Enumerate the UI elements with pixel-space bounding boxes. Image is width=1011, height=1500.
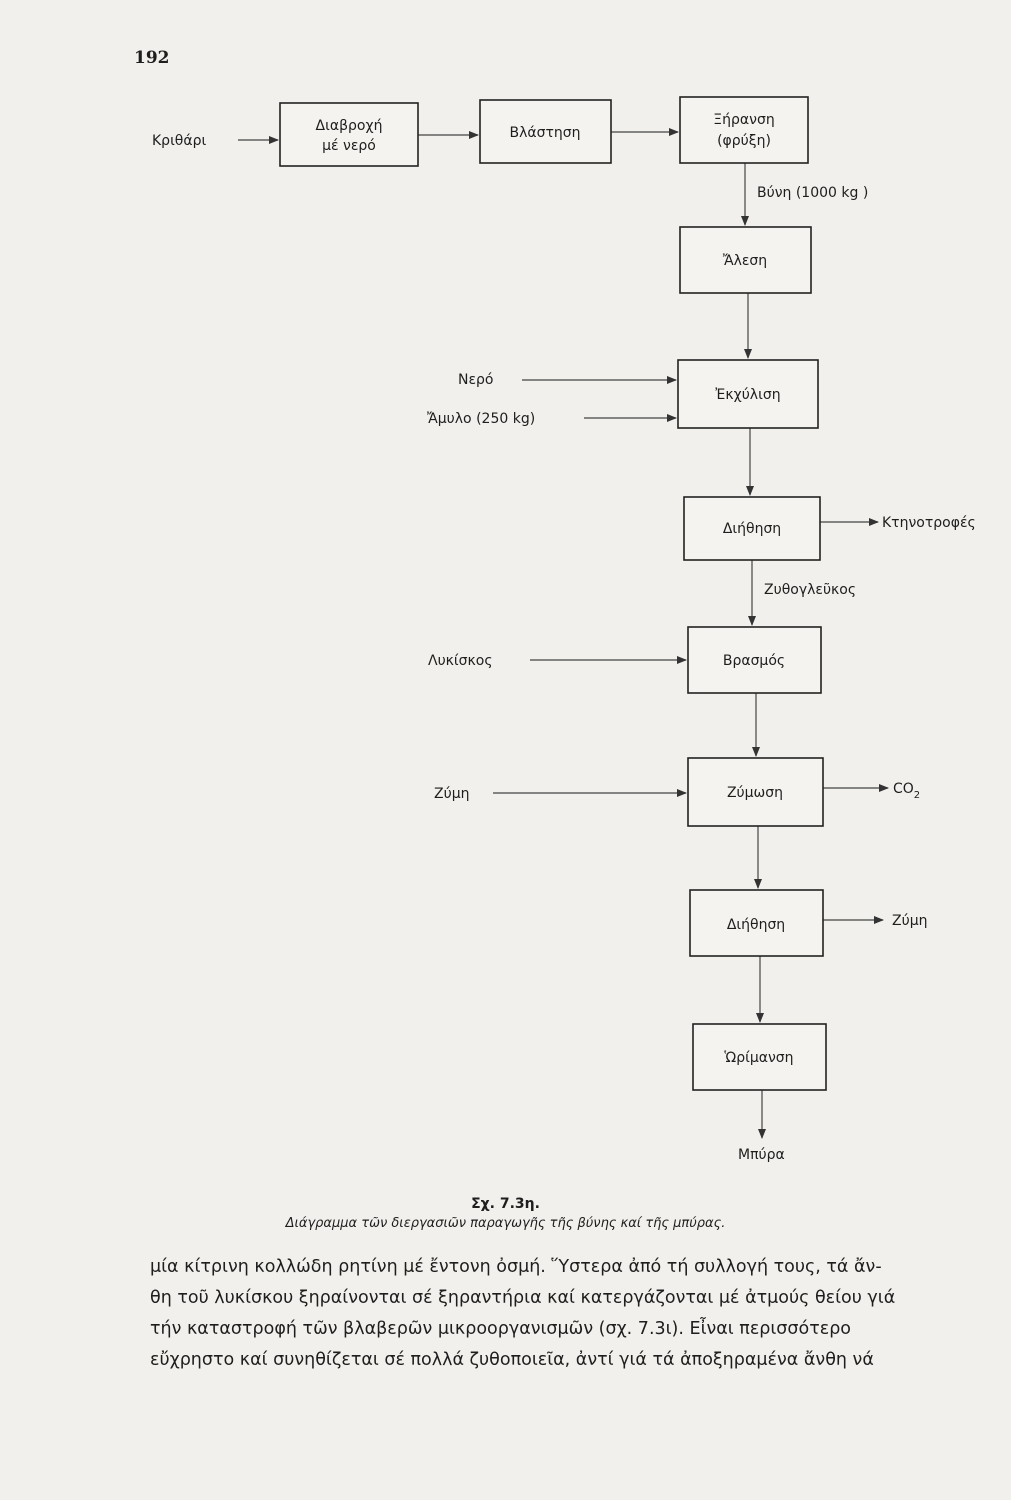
label-barley: Κριθάρι — [152, 133, 207, 149]
box-fermentation — [688, 758, 823, 826]
box-filtration-1-label: Διήθηση — [722, 521, 782, 537]
figure-caption-text: Διάγραμμα τῶν διεργασιῶν παραγωγῆς τῆς βύνης καί τῆς μπύρας. — [285, 1216, 726, 1231]
box-boiling-label: Βρασμός — [722, 653, 786, 669]
box-drying-line1: Ξήρανση — [713, 112, 775, 128]
label-yeast-out: Ζύμη — [892, 913, 928, 929]
label-water: Νερό — [458, 372, 494, 388]
label-hops: Λυκίσκος — [428, 653, 493, 669]
box-boiling — [688, 627, 821, 693]
body-line-4: εὔχρηστο καί συνηθίζεται σέ πολλά ζυθοποιεῖα, ἀντί γιά τά ἀποξηραμένα ἄνθη νά — [150, 1350, 874, 1370]
box-germination-label: Βλάστηση — [509, 125, 581, 141]
label-co2-sub: 2 — [913, 790, 921, 801]
body-paragraph — [150, 1252, 980, 1376]
box-maturation-label: Ὡρίμανση — [724, 1050, 794, 1066]
body-line-2: θη τοῦ λυκίσκου ξηραίνονται σέ ξηραντήρια καί κατεργάζονται μέ ἀτμούς θείου γιά — [150, 1288, 896, 1308]
box-drying-line2: (φρύξη) — [717, 133, 771, 149]
box-drying — [680, 97, 808, 163]
box-soaking-line2: μέ νερό — [322, 138, 376, 154]
label-starch: Ἄμυλο (250 kg) — [427, 411, 536, 427]
label-co2 — [893, 781, 920, 801]
box-maturation — [693, 1024, 826, 1090]
label-animal-feed: Κτηνοτροφές — [882, 515, 976, 531]
box-milling-label: Ἄλεση — [722, 253, 768, 269]
box-filtration-2 — [690, 890, 823, 956]
body-line-3: τήν καταστροφή τῶν βλαβερῶν μικροοργανισμῶν (σχ. 7.3ι). Εἶναι περισσότερο — [150, 1319, 852, 1339]
label-wort: Ζυθογλεῦκος — [764, 582, 857, 598]
box-germination — [480, 100, 611, 163]
box-soaking-line1: Διαβροχή — [315, 118, 383, 134]
box-filtration-2-label: Διήθηση — [726, 917, 786, 933]
label-malt: Βύνη (1000 kg ) — [757, 185, 869, 201]
box-extraction-label: Ἐκχύλιση — [715, 387, 781, 403]
box-filtration-1 — [684, 497, 820, 560]
label-beer: Μπύρα — [738, 1147, 785, 1163]
box-fermentation-label: Ζύμωση — [726, 785, 784, 801]
box-soaking — [280, 103, 418, 166]
box-milling — [680, 227, 811, 293]
label-yeast-in: Ζύμη — [434, 786, 470, 802]
figure-caption-title: Σχ. 7.3η. — [471, 1196, 540, 1212]
page-number: 192 — [134, 48, 170, 68]
box-extraction — [678, 360, 818, 428]
body-line-1: μία κίτρινη κολλώδη ρητίνη μέ ἔντονη ὀσμή. Ὕστερα ἀπό τή συλλογή τους, τά ἄν- — [150, 1257, 882, 1277]
label-co2-base: CO — [893, 781, 914, 797]
